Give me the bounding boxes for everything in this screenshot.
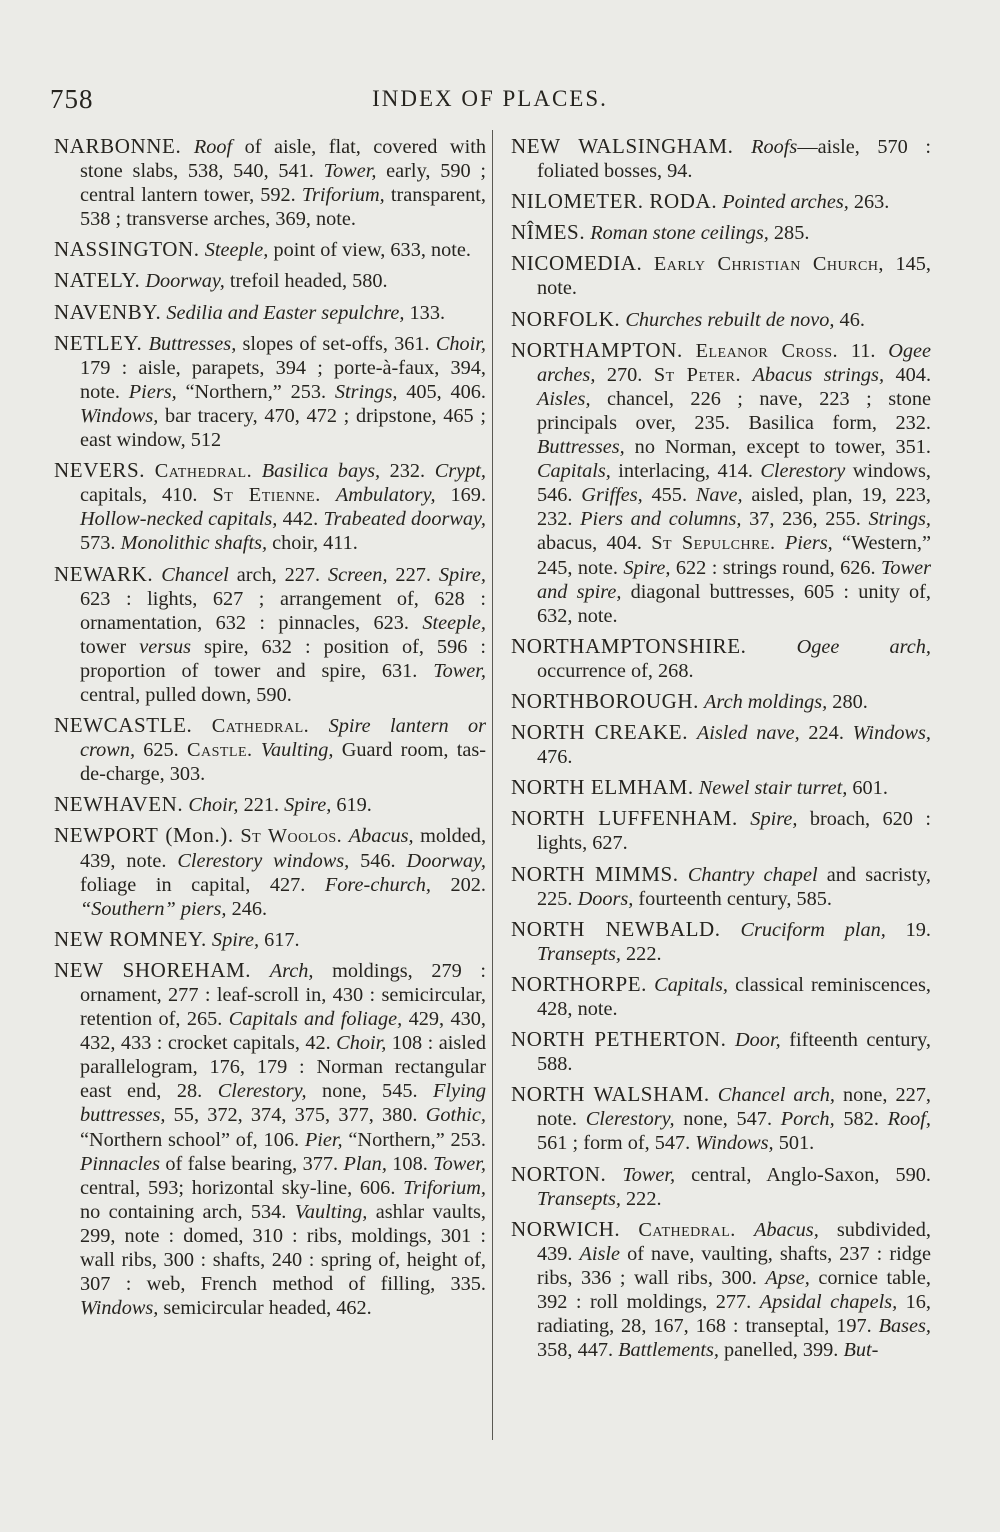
entry-text: moldings, 279 : ornament, 277 : leaf-scroll in, 430 : semicircular, retention of, 265. (80, 959, 486, 1031)
entry-text: and sacristy, 225. (537, 863, 931, 910)
entry-text: 622 : strings round, 626. (670, 556, 882, 579)
entry-topic: Sedilia and Easter sepulchre, (166, 301, 405, 324)
entry-text: Guard room, tas-de-charge, 303. (80, 739, 486, 786)
entry-topic: Spire, (211, 928, 260, 951)
entry-subplace: St Sepulchre. (651, 532, 776, 555)
entry-heading: NORTHAMPTONSHIRE. (511, 633, 747, 658)
entry-heading: NORTHORPE. (511, 971, 647, 996)
entry-topic: Strings, (334, 380, 398, 403)
entry-topic: But- (843, 1339, 879, 1362)
index-entry (511, 251, 931, 300)
entry-text: foliage in capital, 427. (80, 873, 325, 896)
entry-subplace: St Etienne. (212, 484, 321, 507)
index-entry (511, 634, 931, 683)
entry-text: 404. (884, 363, 932, 386)
entry-text (734, 136, 752, 158)
entry-heading: NEW ROMNEY. (54, 926, 207, 951)
entry-topic: Churches rebuilt de novo, (625, 308, 835, 331)
entry-heading: NICOMEDIA. (511, 251, 643, 276)
entry-text: none, 547. (674, 1108, 781, 1131)
entry-text (736, 1219, 754, 1241)
entry-text: none, 545. (306, 1080, 434, 1103)
entry-topic: Aisles, (537, 387, 591, 410)
index-entry (54, 268, 486, 293)
entry-topic: Pointed arches, (722, 191, 849, 214)
entry-text (606, 1164, 622, 1186)
entry-topic: versus (139, 635, 192, 658)
entry-text: 202. (430, 873, 486, 896)
entry-topic: Pinnacles (80, 1152, 160, 1175)
entry-heading: NORTH MIMMS. (511, 861, 679, 886)
entry-topic: “Southern” piers, (80, 897, 227, 920)
entry-text (253, 739, 261, 761)
entry-text: of false bearing, 377. (159, 1152, 344, 1175)
entry-topic: Abacus, (348, 825, 414, 848)
entry-topic: Door, (735, 1029, 781, 1052)
entry-topic: Spire, (623, 556, 671, 579)
entry-text: 133. (404, 301, 446, 324)
entry-heading: NEVERS. (54, 458, 146, 483)
entry-heading: NEWARK. (54, 561, 154, 586)
entry-text: 16, radiating, 28, 167, 168 : transeptal, 197. (537, 1291, 932, 1338)
entry-topic: Aisle (579, 1242, 621, 1265)
entry-text (741, 364, 753, 386)
entry-heading: NEW SHOREHAM. (54, 957, 252, 982)
index-entry (511, 720, 931, 769)
entry-text: transparent, 538 ; transverse arches, 369, note. (80, 184, 486, 231)
index-entry (511, 689, 931, 714)
entry-text: 625. (135, 739, 187, 762)
entry-heading: NÎMES. (511, 220, 586, 245)
entry-topic: Choir, (188, 794, 239, 817)
entry-topic: Tower, (433, 1152, 486, 1175)
entry-text: 222. (620, 942, 662, 965)
index-entry (511, 775, 931, 800)
entry-text: 221. (238, 794, 285, 817)
entry-text: 11. (838, 339, 889, 362)
entry-text: 232. (380, 460, 435, 483)
entry-text: 37, 236, 255. (741, 508, 869, 531)
entry-topic: Windows, (80, 1297, 159, 1320)
entry-topic: Arch, (269, 959, 314, 982)
index-entry (511, 917, 931, 966)
entry-text (192, 715, 211, 737)
entry-text: central, pulled down, 590. (80, 683, 292, 706)
entry-topic: Abacus strings, (752, 363, 885, 386)
entry-text (642, 253, 654, 275)
entry-topic: Roof, (887, 1108, 931, 1131)
entry-heading: NASSINGTON. (54, 237, 200, 262)
entry-heading: NORTHBOROUGH. (511, 688, 699, 713)
entry-text (710, 1084, 718, 1106)
entry-topic: Arch moldings, (704, 690, 828, 713)
entry-text: spire, 632 : position of, 596 : proportion of tower and spire, 631. (80, 635, 486, 682)
index-column-left (54, 134, 486, 1326)
entry-text: molded, 439, note. (80, 825, 487, 872)
entry-text (321, 484, 336, 506)
entry-topic: Apse, (765, 1266, 810, 1289)
entry-text: 619. (331, 794, 372, 817)
entry-subplace: St Woolos. (240, 825, 343, 848)
entry-text: central, 593; horizontal sky-line, 606. (80, 1176, 404, 1199)
entry-text: windows, 546. (537, 460, 932, 507)
entry-topic: Plan, (343, 1152, 387, 1175)
entry-text: 222. (620, 1187, 662, 1210)
entry-topic: Ambulatory, (335, 484, 436, 507)
entry-text: 227. (387, 563, 439, 586)
entry-text: 476. (537, 746, 573, 769)
entry-topic: Fore-church, (324, 873, 431, 896)
entry-text (738, 808, 750, 830)
index-entry (54, 713, 486, 786)
entry-text: 582. (834, 1108, 888, 1131)
entry-topic: Transepts, (537, 942, 621, 965)
entry-text: 429, 430, 432, 433 : crocket capitals, 42. (80, 1008, 486, 1055)
page-header (50, 84, 950, 124)
index-entry (54, 927, 486, 952)
index-entry (511, 1082, 931, 1155)
entry-topic: Steeple, (422, 611, 486, 634)
entry-text: ashlar vaults, 299, note : domed, 310 : ribs, moldings, 301 : wall ribs, 300 : shafts, 240 : spring of, height of, 307 : web, French method of filling, 335. (80, 1200, 486, 1296)
entry-topic: Clerestory (760, 460, 846, 483)
entry-text: tower (80, 635, 140, 658)
entry-topic: Spire, (750, 808, 798, 831)
running-title: INDEX OF PLACES. (372, 86, 608, 111)
entry-topic: Cruciform plan, (740, 918, 886, 941)
entry-topic: Tower, (622, 1163, 676, 1186)
entry-text (683, 340, 696, 362)
entry-subplace: Early Christian Church, (653, 253, 884, 276)
entry-heading: NEWCASTLE. (54, 713, 193, 738)
entry-text: 108. (386, 1152, 434, 1175)
index-entry (54, 458, 486, 555)
entry-text: “Northern,” 253. (342, 1128, 487, 1151)
entry-heading: NORTH CREAKE. (511, 720, 689, 745)
entry-topic: Doors, (577, 887, 634, 910)
index-entry (511, 972, 931, 1021)
entry-topic: Trabeated doorway, (323, 508, 486, 531)
entry-text: chancel, 226 ; nave, 223 ; stone principals over, 235. Basilica form, 232. (537, 387, 931, 434)
entry-topic: Gothic, (425, 1104, 486, 1127)
entry-topic: Buttresses, (148, 332, 237, 355)
index-entry (54, 300, 486, 325)
entry-topic: Buttresses, (537, 436, 625, 459)
entry-topic: Spire, (438, 563, 486, 586)
entry-topic: Tower, (433, 659, 486, 682)
entry-heading: NILOMETER. RODA. (511, 189, 718, 214)
index-entry (54, 134, 486, 231)
entry-text: capitals, 410. (80, 484, 213, 507)
entry-heading: NORTON. (511, 1161, 607, 1186)
entry-topic: Tower, (323, 160, 377, 183)
entry-topic: Flying buttresses, (80, 1080, 486, 1127)
entry-text: 405, 406. (397, 380, 486, 403)
index-entry (511, 220, 931, 245)
entry-text: 179 : aisle, parapets, 394 ; porte-à-faux, 394, note. (80, 356, 486, 403)
entry-heading: NARBONNE. (54, 134, 182, 158)
entry-heading: NEWHAVEN. (54, 792, 184, 817)
entry-topic: Clerestory, (217, 1080, 307, 1103)
entry-topic: Transepts, (537, 1187, 621, 1210)
entry-topic: Roman stone ceilings, (590, 222, 769, 245)
entry-topic: Hollow-necked capitals, (80, 508, 278, 531)
entry-text: of aisle, flat, covered with stone slabs, 538, 540, 541. (80, 136, 486, 183)
index-entry (511, 134, 931, 183)
entry-text: 501. (773, 1132, 815, 1155)
entry-text: abacus, 404. (537, 532, 652, 555)
index-entry (54, 237, 486, 262)
entry-heading: NETLEY. (54, 330, 143, 355)
entry-heading: NORFOLK. (511, 306, 621, 331)
entry-topic: Tower and spire, (537, 556, 931, 603)
entry-topic: Crypt, (434, 460, 486, 483)
entry-text (309, 715, 328, 737)
entry-topic: Steeple, (204, 239, 269, 262)
entry-subplace: Cathedral. (638, 1218, 736, 1241)
index-entry (54, 823, 486, 920)
index-entry (54, 562, 486, 708)
index-column-right (511, 134, 931, 1368)
entry-topic: Windows, (80, 404, 159, 427)
entry-text: early, 590 ; central lantern tower, 592. (80, 160, 486, 207)
entry-topic: Strings, (868, 508, 932, 531)
index-entry (511, 1162, 931, 1211)
entry-topic: Triforium, (301, 184, 385, 207)
entry-text: “Northern school” of, 106. (80, 1128, 305, 1151)
entry-text: classical reminiscences, 428, note. (537, 973, 931, 1020)
entry-text: no containing arch, 534. (80, 1200, 295, 1223)
entry-topic: Windows, (852, 722, 931, 745)
entry-text: fifteenth century, 588. (537, 1029, 931, 1076)
column-divider (492, 130, 493, 1440)
entry-topic: Doorway, (145, 270, 225, 293)
entry-text (181, 136, 193, 158)
entry-topic: Screen, (328, 563, 388, 586)
entry-text: 573. (80, 532, 121, 555)
entry-topic: Piers, (128, 380, 177, 403)
entry-topic: Aisled nave, (696, 722, 800, 745)
entry-text (145, 460, 155, 482)
entry-topic: Newel stair turret, (698, 777, 848, 800)
entry-text: 546. (349, 849, 407, 872)
entry-topic: Spire, (284, 794, 332, 817)
entry-text (721, 919, 741, 941)
index-entry (54, 792, 486, 817)
index-entry (511, 806, 931, 855)
entry-topic: Roof (193, 136, 233, 158)
entry-text: 108 : aisled parallelogram, 176, 179 : Norman rectangular east end, 28. (80, 1032, 486, 1103)
entry-topic: Triforium, (403, 1176, 486, 1199)
entry-text (776, 532, 785, 554)
entry-text: panelled, 399. (718, 1339, 844, 1362)
entry-subplace: Cathedral. (211, 715, 310, 738)
entry-text: 623 : lights, 627 ; arrangement of, 628 : ornamentation, 632 : pinnacles, 623. (80, 587, 486, 634)
entry-topic: Apsidal chapels, (759, 1291, 898, 1314)
entry-text (688, 722, 697, 744)
entry-text: aisled, plan, 19, 223, 232. (537, 484, 931, 531)
entry-text: bar tracery, 470, 472 ; dripstone, 465 ; east window, 512 (80, 404, 486, 452)
entry-text: interlacing, 414. (610, 460, 761, 483)
index-entry (511, 1217, 931, 1363)
entry-text: slopes of set-offs, 361. (236, 332, 436, 355)
entry-topic: Battlements, (618, 1339, 719, 1362)
index-entry (511, 862, 931, 911)
page-number: 758 (50, 84, 94, 114)
entry-text: subdivided, 439. (537, 1218, 931, 1265)
entry-heading: NAVENBY. (54, 299, 162, 324)
entry-text: 169. (435, 484, 487, 507)
entry-text (153, 564, 161, 586)
entry-text: 601. (847, 777, 888, 800)
entry-topic: Doorway, (406, 849, 486, 872)
entry-text: 455. (642, 484, 696, 507)
entry-text: semicircular headed, 462. (158, 1297, 372, 1320)
entry-text: 263. (848, 191, 890, 214)
entry-text: 617. (259, 928, 300, 951)
entry-subplace: Castle. (186, 739, 253, 762)
entry-topic: Chancel arch, (717, 1084, 835, 1107)
entry-topic: Ogee arch, (796, 635, 931, 658)
entry-text: —aisle, 570 : foliated bosses, 94. (537, 136, 931, 183)
entry-text (726, 1029, 735, 1051)
entry-text: point of view, 633, note. (268, 239, 471, 262)
entry-heading: NORTHAMPTON. (511, 337, 683, 362)
entry-heading: NATELY. (54, 268, 141, 293)
entry-topic: Windows, (695, 1132, 774, 1155)
entry-topic: Roofs (751, 136, 798, 158)
entry-heading: NORWICH. (511, 1216, 621, 1241)
entry-heading: NORTH ELMHAM. (511, 775, 694, 800)
entry-topic: Vaulting, (260, 739, 334, 762)
entry-topic: Porch, (780, 1108, 835, 1131)
entry-topic: Capitals and foliage, (228, 1008, 403, 1031)
entry-text (747, 636, 797, 658)
entry-topic: Capitals, (654, 973, 728, 996)
entry-heading: NORTH PETHERTON. (511, 1027, 727, 1052)
entry-topic: Capitals, (537, 460, 611, 483)
entry-text: 46. (834, 308, 865, 331)
entry-text: 270. (595, 363, 654, 386)
index-entry (511, 189, 931, 214)
entry-topic: Basilica bays, (261, 460, 381, 483)
entry-topic: Clerestory windows, (177, 849, 350, 872)
entry-text: 246. (226, 897, 268, 920)
entry-text: of nave, vaulting, shafts, 237 : ridge ribs, 336 ; wall ribs, 300. (537, 1242, 931, 1289)
entry-topic: Chancel (161, 563, 229, 586)
entry-heading: NORTH WALSHAM. (511, 1082, 710, 1107)
entry-text: 285. (768, 222, 810, 245)
entry-text: 55, 372, 374, 375, 377, 380. (165, 1104, 426, 1127)
entry-topic: Chantry chapel (687, 863, 818, 886)
index-entry (54, 958, 486, 1320)
entry-text: none, 227, note. (537, 1084, 931, 1131)
entry-topic: Vaulting, (294, 1200, 368, 1223)
entry-topic: Piers, (784, 532, 833, 555)
entry-topic: Ogee arches, (537, 339, 931, 386)
entry-topic: Abacus, (753, 1218, 819, 1241)
entry-topic: Nave, (695, 484, 743, 507)
entry-text: occurrence of, 268. (537, 659, 694, 682)
entry-topic: Griffes, (581, 484, 643, 507)
entry-text: broach, 620 : lights, 627. (537, 808, 931, 855)
entry-topic: Piers and columns, (580, 508, 742, 531)
entry-text: 224. (799, 722, 853, 745)
entry-text: diagonal buttresses, 605 : unity of, 632, note. (537, 580, 932, 627)
entry-text: choir, 411. (267, 532, 358, 555)
entry-topic: Choir, (336, 1032, 387, 1055)
entry-text: “Northern,” 253. (176, 380, 335, 403)
entry-text: “Western,” 245, note. (537, 532, 931, 579)
index-entry (511, 307, 931, 332)
index-entry (511, 1027, 931, 1076)
entry-subplace: Eleanor Cross. (695, 339, 839, 362)
index-entry (511, 338, 931, 628)
entry-text: 442. (277, 508, 324, 531)
entry-text: 561 ; form of, 547. (537, 1132, 696, 1155)
entry-text (251, 960, 270, 982)
entry-text (252, 460, 262, 482)
entry-text: fourteenth century, 585. (633, 887, 832, 910)
entry-text (679, 864, 688, 886)
entry-text: trefoil headed, 580. (224, 270, 388, 293)
entry-heading: NEW WALSINGHAM. (511, 134, 734, 158)
entry-heading: NEWPORT (Mon.). (54, 823, 234, 848)
entry-text: no Norman, except to tower, 351. (624, 436, 931, 459)
entry-heading: NORTH LUFFENHAM. (511, 806, 738, 831)
entry-text: 358, 447. (537, 1339, 619, 1362)
entry-topic: Spire lantern or crown, (80, 715, 486, 762)
entry-text: arch, 227. (228, 563, 329, 586)
index-entry (54, 331, 486, 452)
entry-topic: Monolithic shafts, (120, 532, 268, 555)
entry-topic: Pier, (304, 1128, 343, 1151)
entry-text: 280. (827, 690, 868, 713)
entry-text: cornice table, 392 : roll moldings, 277. (537, 1266, 931, 1314)
entry-heading: NORTH NEWBALD. (511, 916, 721, 941)
entry-topic: Choir, (435, 332, 486, 355)
entry-subplace: St Peter. (653, 363, 742, 386)
entry-text: 145, note. (537, 253, 931, 300)
entry-text: 19. (885, 918, 931, 941)
entry-topic: Bases, (878, 1315, 931, 1338)
entry-topic: Clerestory, (585, 1108, 675, 1131)
entry-text: central, Anglo-Saxon, 590. (675, 1163, 931, 1186)
entry-text (620, 1219, 638, 1241)
entry-subplace: Cathedral. (154, 460, 253, 483)
